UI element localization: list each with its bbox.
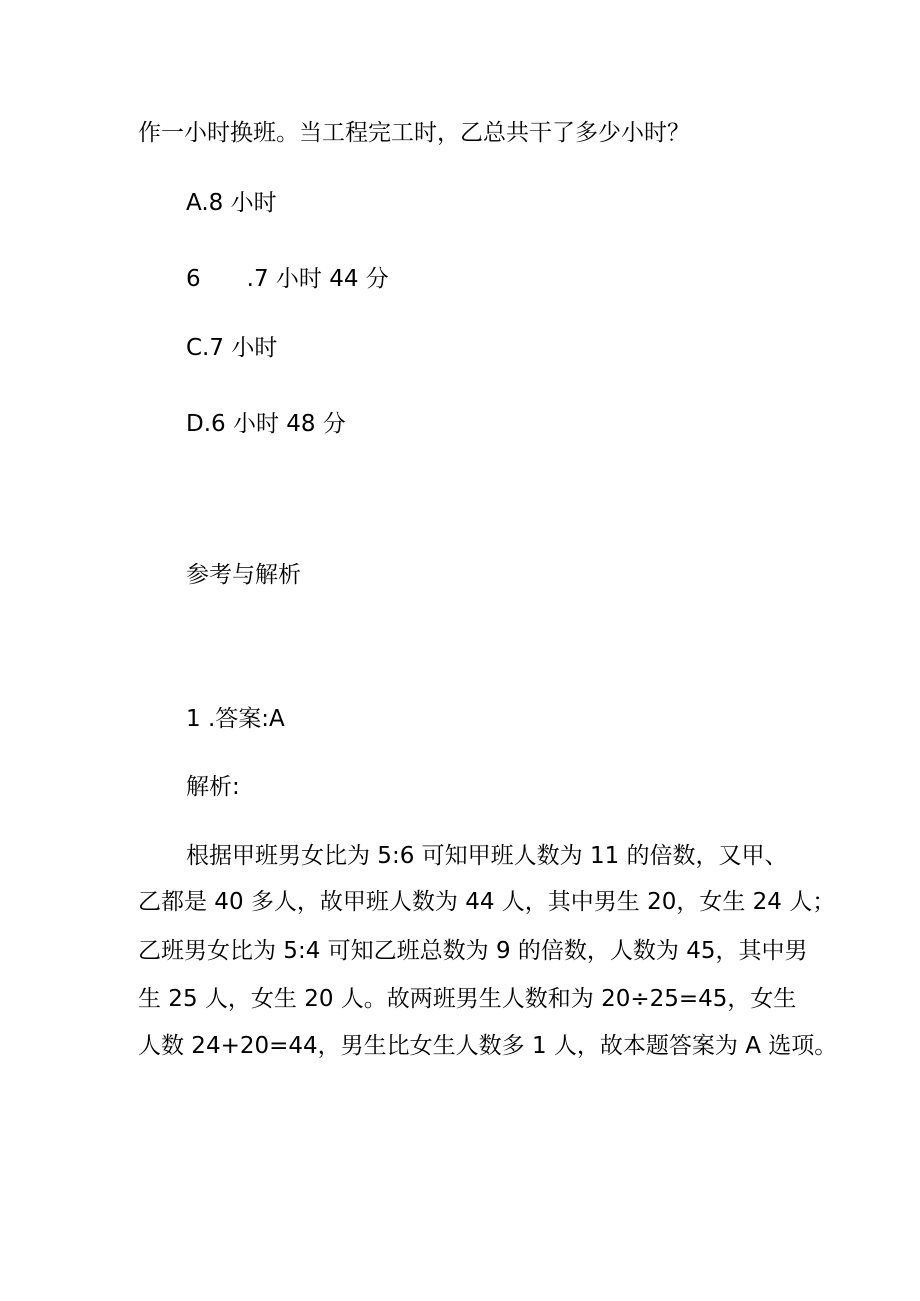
answer-line: 1 .答案:A [186, 706, 285, 732]
analysis-line-1: 根据甲班男女比为 5:6 可知甲班人数为 11 的倍数，又甲、 [186, 843, 788, 869]
analysis-line-5: 人数 24+20=44，男生比女生人数多 1 人，故本题答案为 A 选项。 [138, 1033, 838, 1059]
analysis-line-2: 乙都是 40 多人，故甲班人数为 44 人，其中男生 20，女生 24 人； [138, 889, 836, 915]
analysis-line-3: 乙班男女比为 5:4 可知乙班总数为 9 的倍数，人数为 45，其中男 [138, 938, 808, 964]
option-b: 6 .7 小时 44 分 [186, 266, 389, 292]
option-a: A.8 小时 [186, 190, 277, 216]
analysis-label: 解析: [186, 774, 240, 800]
reference-heading: 参考与解析 [186, 562, 301, 588]
analysis-line-4: 生 25 人，女生 20 人。故两班男生人数和为 20÷25=45，女生 [138, 986, 797, 1012]
option-d: D.6 小时 48 分 [186, 411, 346, 437]
question-continuation-text: 作一小时换班。当工程完工时，乙总共干了多少小时？ [138, 120, 690, 146]
option-c: C.7 小时 [186, 335, 278, 361]
